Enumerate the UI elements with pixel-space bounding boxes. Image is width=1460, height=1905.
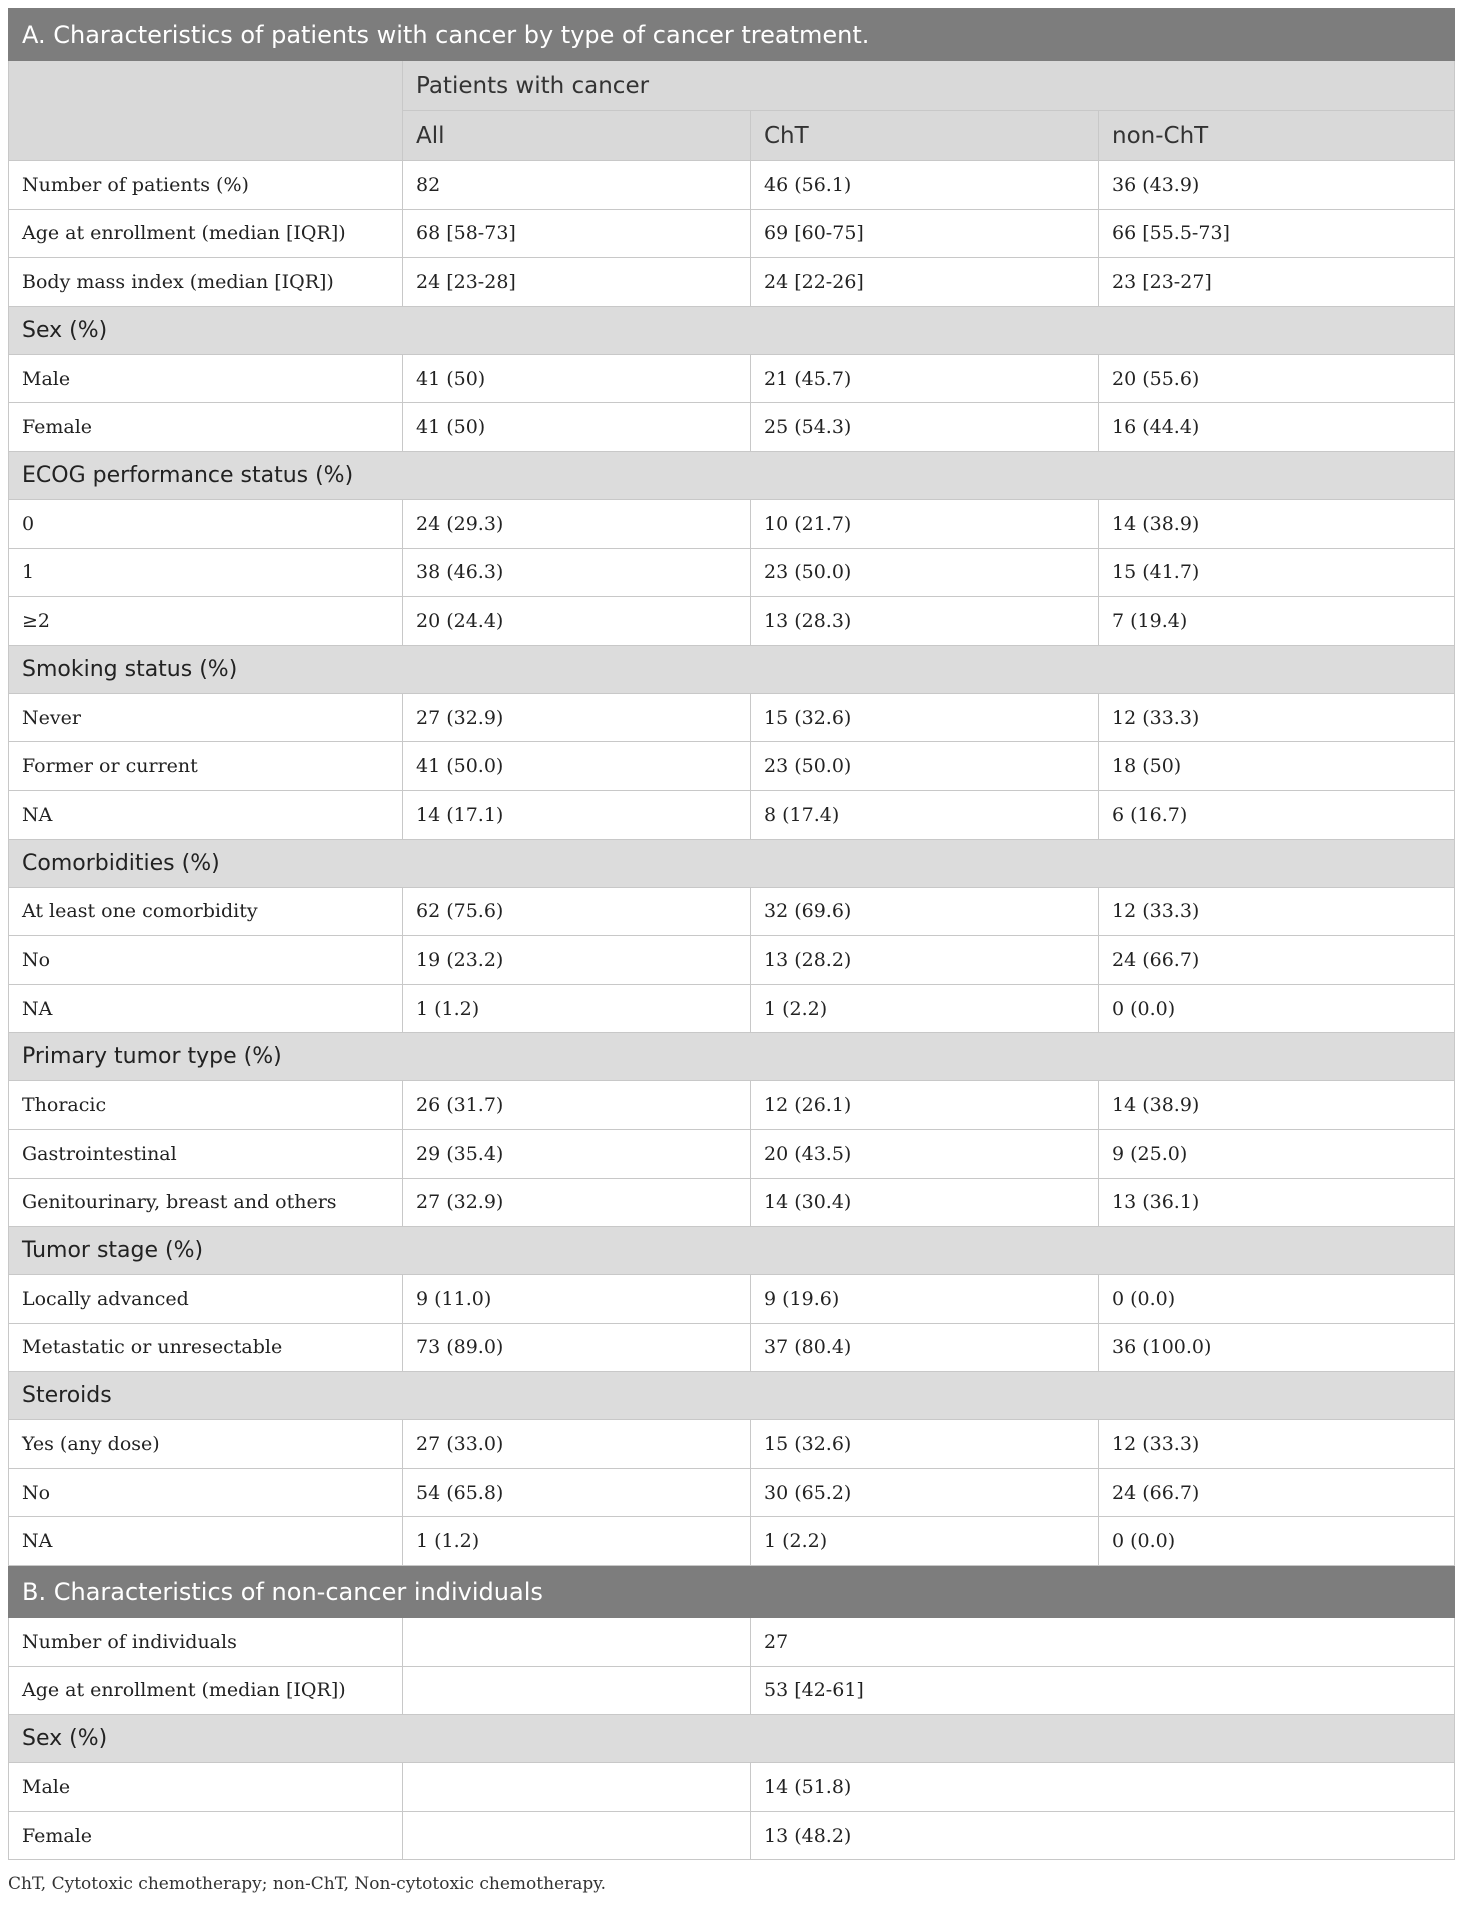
cell-empty (403, 1763, 751, 1812)
row-label: Male (9, 1763, 403, 1812)
row-label: Number of patients (%) (9, 161, 403, 210)
section-heading-row (9, 839, 1455, 887)
section-b-title: B. Characteristics of non-cancer individuals (9, 1566, 1455, 1618)
cell-value: 36 (43.9) (1099, 161, 1455, 210)
cell-empty (403, 1666, 751, 1715)
column-header-non-cht: non-ChT (1099, 111, 1455, 161)
group-header-row (9, 61, 1455, 111)
row-label: Male (9, 354, 403, 403)
cell-value: 25 (54.3) (751, 403, 1099, 452)
table-row (9, 1275, 1455, 1324)
cell-value: 8 (17.4) (751, 790, 1099, 839)
cell-value: 1 (1.2) (403, 984, 751, 1033)
cell-value: 20 (24.4) (403, 597, 751, 646)
cell-value: 66 [55.5-73] (1099, 209, 1455, 258)
row-label: Former or current (9, 742, 403, 791)
section-heading-row (9, 1372, 1455, 1420)
cell-value: 24 (29.3) (403, 499, 751, 548)
row-label: Never (9, 693, 403, 742)
table-row (9, 548, 1455, 597)
row-label: Genitourinary, breast and others (9, 1178, 403, 1227)
section-heading: Sex (%) (9, 1715, 1455, 1763)
cell-value: 54 (65.8) (403, 1468, 751, 1517)
cell-value: 9 (11.0) (403, 1275, 751, 1324)
section-heading-row (9, 1227, 1455, 1275)
cell-value: 24 (66.7) (1099, 1468, 1455, 1517)
table-row (9, 499, 1455, 548)
row-label: No (9, 1468, 403, 1517)
table-row (9, 1618, 1455, 1667)
table-row (9, 1323, 1455, 1372)
cell-empty (403, 1618, 751, 1667)
table-container (8, 8, 1454, 1894)
cell-value: 24 [23-28] (403, 258, 751, 307)
cell-value: 1 (1.2) (403, 1517, 751, 1566)
table-row (9, 1468, 1455, 1517)
cell-value: 20 (55.6) (1099, 354, 1455, 403)
cell-value: 73 (89.0) (403, 1323, 751, 1372)
cell-value: 24 [22-26] (751, 258, 1099, 307)
cell-value: 30 (65.2) (751, 1468, 1099, 1517)
cell-value: 82 (403, 161, 751, 210)
cell-value: 14 (38.9) (1099, 1081, 1455, 1130)
cell-value: 37 (80.4) (751, 1323, 1099, 1372)
cell-value: 14 (51.8) (751, 1763, 1455, 1812)
table-row (9, 1811, 1455, 1860)
cell-value: 46 (56.1) (751, 161, 1099, 210)
header-empty-cell (9, 61, 403, 161)
cell-value: 36 (100.0) (1099, 1323, 1455, 1372)
table-row (9, 209, 1455, 258)
cell-value: 20 (43.5) (751, 1129, 1099, 1178)
group-header: Patients with cancer (403, 61, 1455, 111)
section-a-title-row (9, 9, 1455, 61)
section-b-title-row (9, 1566, 1455, 1618)
cell-value: 41 (50) (403, 403, 751, 452)
table-row (9, 936, 1455, 985)
table-row (9, 1178, 1455, 1227)
table-row (9, 1081, 1455, 1130)
cell-value: 26 (31.7) (403, 1081, 751, 1130)
cell-value: 23 (50.0) (751, 548, 1099, 597)
row-label: ≥2 (9, 597, 403, 646)
table-row (9, 1666, 1455, 1715)
cell-value: 68 [58-73] (403, 209, 751, 258)
table-row (9, 1420, 1455, 1469)
row-label: Locally advanced (9, 1275, 403, 1324)
table-row (9, 258, 1455, 307)
cell-value: 12 (33.3) (1099, 887, 1455, 936)
row-label: No (9, 936, 403, 985)
cell-value: 18 (50) (1099, 742, 1455, 791)
table-body (9, 9, 1455, 1860)
row-label: NA (9, 790, 403, 839)
cell-value: 29 (35.4) (403, 1129, 751, 1178)
cell-value: 16 (44.4) (1099, 403, 1455, 452)
cell-value: 41 (50) (403, 354, 751, 403)
cell-value: 0 (0.0) (1099, 984, 1455, 1033)
row-label: Yes (any dose) (9, 1420, 403, 1469)
row-label: Body mass index (median [IQR]) (9, 258, 403, 307)
row-label: Age at enrollment (median [IQR]) (9, 209, 403, 258)
cell-value: 15 (32.6) (751, 693, 1099, 742)
column-header-cht: ChT (751, 111, 1099, 161)
table-row (9, 887, 1455, 936)
cell-value: 14 (38.9) (1099, 499, 1455, 548)
table-row (9, 742, 1455, 791)
cell-value: 53 [42-61] (751, 1666, 1455, 1715)
cell-value: 12 (33.3) (1099, 1420, 1455, 1469)
table-row (9, 984, 1455, 1033)
cell-value: 13 (28.3) (751, 597, 1099, 646)
row-label: Gastrointestinal (9, 1129, 403, 1178)
cell-value: 27 (32.9) (403, 1178, 751, 1227)
cell-value: 13 (48.2) (751, 1811, 1455, 1860)
cell-value: 13 (28.2) (751, 936, 1099, 985)
section-heading-row (9, 1715, 1455, 1763)
cell-value: 23 [23-27] (1099, 258, 1455, 307)
row-label: Female (9, 1811, 403, 1860)
row-label: Metastatic or unresectable (9, 1323, 403, 1372)
cell-value: 23 (50.0) (751, 742, 1099, 791)
cell-value: 27 (33.0) (403, 1420, 751, 1469)
cell-value: 27 (32.9) (403, 693, 751, 742)
cell-value: 6 (16.7) (1099, 790, 1455, 839)
cell-value: 41 (50.0) (403, 742, 751, 791)
row-label: 0 (9, 499, 403, 548)
cell-value: 14 (30.4) (751, 1178, 1099, 1227)
cell-value: 9 (19.6) (751, 1275, 1099, 1324)
cell-value: 12 (33.3) (1099, 693, 1455, 742)
table-row (9, 161, 1455, 210)
table-row (9, 354, 1455, 403)
cell-value: 21 (45.7) (751, 354, 1099, 403)
row-label: Thoracic (9, 1081, 403, 1130)
row-label: 1 (9, 548, 403, 597)
cell-value: 69 [60-75] (751, 209, 1099, 258)
section-heading-row (9, 645, 1455, 693)
characteristics-table (8, 8, 1455, 1860)
section-heading-row (9, 306, 1455, 354)
table-row (9, 403, 1455, 452)
cell-value: 0 (0.0) (1099, 1275, 1455, 1324)
section-heading: ECOG performance status (%) (9, 451, 1455, 499)
cell-value: 15 (41.7) (1099, 548, 1455, 597)
row-label: At least one comorbidity (9, 887, 403, 936)
cell-value: 27 (751, 1618, 1455, 1667)
section-heading: Sex (%) (9, 306, 1455, 354)
cell-value: 62 (75.6) (403, 887, 751, 936)
footnote: ChT, Cytotoxic chemotherapy; non-ChT, Non-cytotoxic chemotherapy. (8, 1874, 607, 1895)
cell-value: 10 (21.7) (751, 499, 1099, 548)
cell-empty (403, 1811, 751, 1860)
table-row (9, 1129, 1455, 1178)
section-heading-row (9, 1033, 1455, 1081)
cell-value: 38 (46.3) (403, 548, 751, 597)
table-row (9, 1763, 1455, 1812)
column-header-all: All (403, 111, 751, 161)
row-label: Number of individuals (9, 1618, 403, 1667)
table-row (9, 790, 1455, 839)
row-label: NA (9, 1517, 403, 1566)
row-label: Female (9, 403, 403, 452)
section-heading: Tumor stage (%) (9, 1227, 1455, 1275)
cell-value: 9 (25.0) (1099, 1129, 1455, 1178)
row-label: Age at enrollment (median [IQR]) (9, 1666, 403, 1715)
section-heading: Smoking status (%) (9, 645, 1455, 693)
cell-value: 15 (32.6) (751, 1420, 1099, 1469)
cell-value: 1 (2.2) (751, 1517, 1099, 1566)
section-heading: Primary tumor type (%) (9, 1033, 1455, 1081)
cell-value: 7 (19.4) (1099, 597, 1455, 646)
cell-value: 1 (2.2) (751, 984, 1099, 1033)
table-row (9, 1517, 1455, 1566)
cell-value: 0 (0.0) (1099, 1517, 1455, 1566)
table-row (9, 693, 1455, 742)
section-a-title: A. Characteristics of patients with cancer by type of cancer treatment. (9, 9, 1455, 61)
cell-value: 19 (23.2) (403, 936, 751, 985)
section-heading: Steroids (9, 1372, 1455, 1420)
section-heading-row (9, 451, 1455, 499)
cell-value: 12 (26.1) (751, 1081, 1099, 1130)
section-heading: Comorbidities (%) (9, 839, 1455, 887)
cell-value: 32 (69.6) (751, 887, 1099, 936)
cell-value: 13 (36.1) (1099, 1178, 1455, 1227)
cell-value: 24 (66.7) (1099, 936, 1455, 985)
row-label: NA (9, 984, 403, 1033)
cell-value: 14 (17.1) (403, 790, 751, 839)
table-row (9, 597, 1455, 646)
